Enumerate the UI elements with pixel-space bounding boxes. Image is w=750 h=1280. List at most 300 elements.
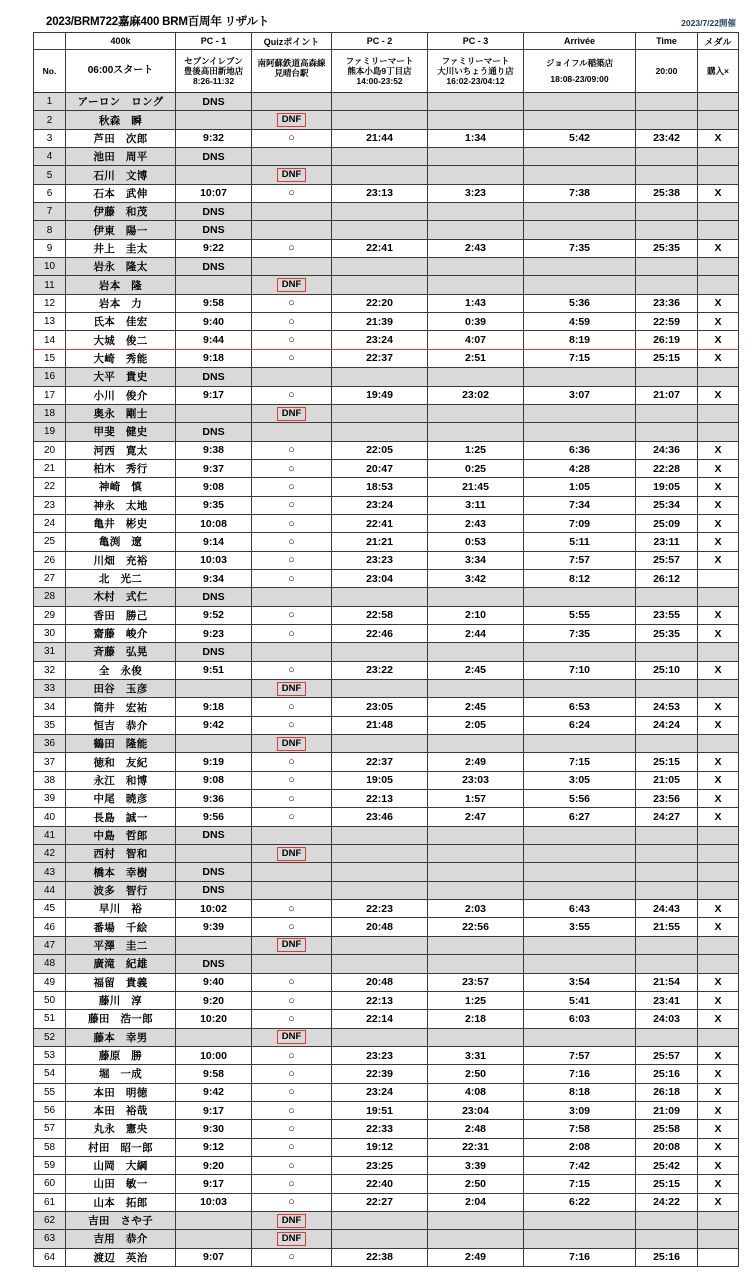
cell-quiz (252, 386, 332, 404)
row-number: 54 (34, 1065, 66, 1083)
cell-pc1: 9:14 (176, 533, 252, 551)
dnf-badge: DNF (277, 168, 307, 182)
row-number: 14 (34, 331, 66, 349)
cell-pc1: 9:58 (176, 1065, 252, 1083)
header-quiz: Quizポイント (252, 33, 332, 50)
cell-pc3: 3:42 (428, 569, 524, 587)
rider-name: 亀渕 遼 (66, 533, 176, 551)
cell-arrive: 3:09 (524, 1101, 636, 1119)
cell-pc1: 9:52 (176, 606, 252, 624)
checkpoint-ok-icon: ○ (288, 664, 295, 677)
cell-pc2: 22:33 (332, 1120, 428, 1138)
cell-time (636, 258, 698, 276)
cell-quiz (252, 955, 332, 973)
cell-pc1: DNS (176, 368, 252, 386)
cell-pc3: 2:51 (428, 349, 524, 367)
cell-arrive (524, 881, 636, 899)
cell-pc3: 2:48 (428, 1120, 524, 1138)
cell-time: 26:19 (636, 331, 698, 349)
cell-medal: X (698, 1046, 739, 1064)
row-number: 29 (34, 606, 66, 624)
rider-name: 山本 拓郎 (66, 1193, 176, 1211)
cell-pc2: 22:37 (332, 753, 428, 771)
header-pc2-detail (332, 50, 428, 93)
cell-pc1: DNS (176, 881, 252, 899)
cell-pc2 (332, 1028, 428, 1046)
cell-pc1: 10:02 (176, 900, 252, 918)
cell-quiz (252, 478, 332, 496)
rider-name: 氏本 佳宏 (66, 313, 176, 331)
row-number: 26 (34, 551, 66, 569)
row-number: 49 (34, 973, 66, 991)
rider-name: 早川 裕 (66, 900, 176, 918)
cell-medal: X (698, 313, 739, 331)
cell-pc1: DNS (176, 588, 252, 606)
table-row (34, 111, 739, 129)
cell-quiz (252, 606, 332, 624)
cell-quiz (252, 514, 332, 532)
rider-name: 波多 智行 (66, 881, 176, 899)
table-row (34, 606, 739, 624)
cell-arrive: 5:41 (524, 991, 636, 1009)
cell-medal (698, 881, 739, 899)
row-number: 2 (34, 111, 66, 129)
cell-time: 21:09 (636, 1101, 698, 1119)
cell-pc1: 9:20 (176, 991, 252, 1009)
cell-arrive (524, 588, 636, 606)
rider-name: 藤田 浩一郎 (66, 1010, 176, 1028)
cell-pc1 (176, 1028, 252, 1046)
cell-time (636, 643, 698, 661)
table-row (34, 1156, 739, 1174)
cell-pc2: 23:23 (332, 1046, 428, 1064)
cell-pc1: 9:38 (176, 441, 252, 459)
row-number: 61 (34, 1193, 66, 1211)
table-body (34, 93, 739, 1267)
row-number: 48 (34, 955, 66, 973)
table-row (34, 881, 739, 899)
table-row (34, 1230, 739, 1248)
checkpoint-ok-icon: ○ (288, 1067, 295, 1080)
cell-pc3 (428, 826, 524, 844)
table-row (34, 129, 739, 147)
cell-pc2 (332, 643, 428, 661)
cell-pc2 (332, 148, 428, 166)
table-row (34, 1101, 739, 1119)
rider-name: 福留 貴義 (66, 973, 176, 991)
rider-name: 村田 昭一郎 (66, 1138, 176, 1156)
header-quiz-detail (252, 50, 332, 93)
row-number: 52 (34, 1028, 66, 1046)
cell-pc2: 22:38 (332, 1248, 428, 1266)
cell-arrive: 6:36 (524, 441, 636, 459)
cell-quiz (252, 111, 332, 129)
cell-pc3 (428, 221, 524, 239)
cell-time: 24:43 (636, 900, 698, 918)
cell-time (636, 368, 698, 386)
cell-quiz (252, 533, 332, 551)
table-row (34, 258, 739, 276)
checkpoint-ok-icon: ○ (288, 315, 295, 328)
cell-medal: X (698, 991, 739, 1009)
cell-medal: X (698, 1175, 739, 1193)
cell-pc3: 3:31 (428, 1046, 524, 1064)
checkpoint-ok-icon: ○ (288, 444, 295, 457)
checkpoint-ok-icon: ○ (288, 535, 295, 548)
cell-medal (698, 203, 739, 221)
rider-name: 永江 和博 (66, 771, 176, 789)
cell-arrive: 8:19 (524, 331, 636, 349)
cell-arrive: 8:12 (524, 569, 636, 587)
cell-pc2: 19:51 (332, 1101, 428, 1119)
cell-medal: X (698, 1156, 739, 1174)
rider-name: 大崎 秀能 (66, 349, 176, 367)
rider-name: 藤本 幸男 (66, 1028, 176, 1046)
cell-pc2 (332, 936, 428, 954)
cell-medal (698, 111, 739, 129)
cell-time (636, 166, 698, 184)
rider-name: 本田 明徳 (66, 1083, 176, 1101)
cell-pc2 (332, 368, 428, 386)
cell-arrive (524, 166, 636, 184)
header-quiz-line2: 見晴台駅 (274, 68, 309, 78)
cell-pc2: 23:13 (332, 184, 428, 202)
rider-name: 大平 貴史 (66, 368, 176, 386)
row-number: 57 (34, 1120, 66, 1138)
cell-time: 24:24 (636, 716, 698, 734)
cell-pc1 (176, 680, 252, 698)
table-row (34, 1175, 739, 1193)
rider-name: 木村 式仁 (66, 588, 176, 606)
table-row (34, 166, 739, 184)
row-number: 41 (34, 826, 66, 844)
cell-quiz (252, 148, 332, 166)
cell-arrive (524, 404, 636, 422)
rider-name: 渡辺 英治 (66, 1248, 176, 1266)
cell-quiz (252, 1028, 332, 1046)
table-row (34, 1248, 739, 1266)
cell-pc2: 22:27 (332, 1193, 428, 1211)
cell-pc1 (176, 276, 252, 294)
table-row (34, 1083, 739, 1101)
cell-quiz (252, 1065, 332, 1083)
cell-pc1: DNS (176, 955, 252, 973)
row-number: 17 (34, 386, 66, 404)
cell-pc1: 9:23 (176, 624, 252, 642)
cell-quiz (252, 1010, 332, 1028)
cell-medal (698, 404, 739, 422)
cell-quiz (252, 258, 332, 276)
cell-pc3: 21:45 (428, 478, 524, 496)
cell-pc3 (428, 936, 524, 954)
cell-pc1 (176, 845, 252, 863)
cell-pc1: 9:19 (176, 753, 252, 771)
cell-time (636, 955, 698, 973)
table-row (34, 698, 739, 716)
cell-quiz (252, 1156, 332, 1174)
row-number: 60 (34, 1175, 66, 1193)
cell-arrive: 8:18 (524, 1083, 636, 1101)
cell-arrive (524, 845, 636, 863)
rider-name: 伊東 陽一 (66, 221, 176, 239)
cell-arrive (524, 863, 636, 881)
table-row (34, 331, 739, 349)
table-row (34, 294, 739, 312)
row-number: 16 (34, 368, 66, 386)
cell-pc1: 9:18 (176, 698, 252, 716)
cell-medal (698, 148, 739, 166)
cell-time (636, 404, 698, 422)
header-pc3-line1: ファミリーマート (441, 55, 510, 66)
header-time-limit: 20:00 (636, 50, 698, 93)
row-number: 22 (34, 478, 66, 496)
cell-quiz (252, 918, 332, 936)
cell-arrive (524, 258, 636, 276)
cell-quiz (252, 753, 332, 771)
checkpoint-ok-icon: ○ (288, 572, 295, 585)
table-row (34, 1138, 739, 1156)
cell-medal (698, 1211, 739, 1229)
table-row (34, 239, 739, 257)
cell-time: 25:57 (636, 1046, 698, 1064)
cell-quiz (252, 1138, 332, 1156)
dnf-badge: DNF (277, 682, 307, 696)
cell-pc3 (428, 863, 524, 881)
checkpoint-ok-icon: ○ (288, 1012, 295, 1025)
rider-name: 徳和 友紀 (66, 753, 176, 771)
table-row (34, 221, 739, 239)
cell-time (636, 936, 698, 954)
cell-quiz (252, 203, 332, 221)
rider-name: 長島 誠一 (66, 808, 176, 826)
cell-pc3: 2:18 (428, 1010, 524, 1028)
cell-pc3: 23:03 (428, 771, 524, 789)
cell-pc2: 22:41 (332, 239, 428, 257)
rider-name: 井上 圭太 (66, 239, 176, 257)
cell-medal: X (698, 1193, 739, 1211)
cell-pc1: 10:08 (176, 514, 252, 532)
dnf-badge: DNF (277, 1214, 307, 1228)
table-row (34, 588, 739, 606)
cell-time (636, 1230, 698, 1248)
cell-pc1: 9:07 (176, 1248, 252, 1266)
rider-name: 田谷 玉彦 (66, 680, 176, 698)
header-pc1-detail (176, 50, 252, 93)
rider-name: アーロン ロング (66, 93, 176, 111)
checkpoint-ok-icon: ○ (288, 1141, 295, 1154)
cell-pc2: 23:24 (332, 331, 428, 349)
cell-medal (698, 955, 739, 973)
row-number: 42 (34, 845, 66, 863)
row-number: 36 (34, 735, 66, 753)
cell-time: 21:07 (636, 386, 698, 404)
dnf-badge: DNF (277, 1030, 307, 1044)
cell-quiz (252, 863, 332, 881)
cell-pc2: 22:37 (332, 349, 428, 367)
dnf-badge: DNF (277, 113, 307, 127)
cell-pc2 (332, 680, 428, 698)
cell-pc2: 23:05 (332, 698, 428, 716)
checkpoint-ok-icon: ○ (288, 352, 295, 365)
checkpoint-ok-icon: ○ (288, 1104, 295, 1117)
cell-pc1: 9:40 (176, 313, 252, 331)
cell-medal (698, 1248, 739, 1266)
cell-medal: X (698, 661, 739, 679)
cell-pc3 (428, 404, 524, 422)
header-pc2-line3: 14:00-23:52 (356, 76, 403, 86)
row-number: 7 (34, 203, 66, 221)
checkpoint-ok-icon: ○ (288, 627, 295, 640)
cell-quiz (252, 1120, 332, 1138)
header-arrive: Arrivée (524, 33, 636, 50)
header-pc3: PC - 3 (428, 33, 524, 50)
cell-quiz (252, 313, 332, 331)
checkpoint-ok-icon: ○ (288, 1049, 295, 1062)
header-pc1-line2: 豊後高田新地店 (183, 65, 244, 76)
checkpoint-ok-icon: ○ (288, 242, 295, 255)
cell-time (636, 588, 698, 606)
rider-name: 廣滝 紀雄 (66, 955, 176, 973)
rider-name: 吉田 さや子 (66, 1211, 176, 1229)
cell-time (636, 423, 698, 441)
rider-name: 山岡 大綱 (66, 1156, 176, 1174)
table-row (34, 459, 739, 477)
cell-pc3: 23:02 (428, 386, 524, 404)
cell-arrive (524, 276, 636, 294)
cell-pc1: DNS (176, 863, 252, 881)
cell-quiz (252, 496, 332, 514)
cell-pc1: 9:56 (176, 808, 252, 826)
cell-pc2 (332, 166, 428, 184)
cell-arrive (524, 221, 636, 239)
checkpoint-ok-icon: ○ (288, 994, 295, 1007)
cell-quiz (252, 826, 332, 844)
cell-quiz (252, 661, 332, 679)
rider-name: 秋森 瞬 (66, 111, 176, 129)
cell-medal: X (698, 239, 739, 257)
cell-pc2: 23:24 (332, 1083, 428, 1101)
row-number: 1 (34, 93, 66, 111)
cell-pc1: 9:18 (176, 349, 252, 367)
cell-pc3 (428, 1028, 524, 1046)
cell-medal: X (698, 1101, 739, 1119)
cell-time: 24:36 (636, 441, 698, 459)
dnf-badge: DNF (277, 737, 307, 751)
cell-pc1: DNS (176, 203, 252, 221)
table-row (34, 93, 739, 111)
table-row (34, 716, 739, 734)
cell-medal (698, 680, 739, 698)
cell-time (636, 203, 698, 221)
rider-name: 西村 智和 (66, 845, 176, 863)
cell-pc3: 2:50 (428, 1175, 524, 1193)
row-number: 19 (34, 423, 66, 441)
row-number: 34 (34, 698, 66, 716)
cell-time: 23:56 (636, 790, 698, 808)
checkpoint-ok-icon: ○ (288, 297, 295, 310)
cell-pc2 (332, 203, 428, 221)
rider-name: 大城 俊二 (66, 331, 176, 349)
cell-time: 22:28 (636, 459, 698, 477)
cell-pc3: 2:45 (428, 661, 524, 679)
cell-pc1 (176, 735, 252, 753)
cell-pc2 (332, 588, 428, 606)
cell-pc3 (428, 166, 524, 184)
cell-pc1 (176, 404, 252, 422)
cell-pc2: 23:22 (332, 661, 428, 679)
rider-name: 中島 哲郎 (66, 826, 176, 844)
table-row (34, 496, 739, 514)
cell-pc2: 21:48 (332, 716, 428, 734)
cell-arrive: 6:43 (524, 900, 636, 918)
row-number: 47 (34, 936, 66, 954)
cell-time: 19:05 (636, 478, 698, 496)
row-number: 31 (34, 643, 66, 661)
cell-medal: X (698, 294, 739, 312)
cell-medal: X (698, 1010, 739, 1028)
cell-quiz (252, 1211, 332, 1229)
cell-time: 23:42 (636, 129, 698, 147)
table-row (34, 973, 739, 991)
table-row (34, 404, 739, 422)
cell-pc2: 22:46 (332, 624, 428, 642)
row-number: 40 (34, 808, 66, 826)
cell-quiz (252, 973, 332, 991)
cell-medal: X (698, 1065, 739, 1083)
rider-name: 亀井 彬史 (66, 514, 176, 532)
cell-quiz (252, 331, 332, 349)
table-row (34, 790, 739, 808)
cell-medal (698, 423, 739, 441)
cell-time: 21:55 (636, 918, 698, 936)
cell-quiz (252, 551, 332, 569)
cell-pc3: 3:34 (428, 551, 524, 569)
cell-pc3 (428, 588, 524, 606)
cell-quiz (252, 368, 332, 386)
cell-time: 25:16 (636, 1248, 698, 1266)
cell-time: 22:59 (636, 313, 698, 331)
cell-pc2: 22:13 (332, 991, 428, 1009)
cell-pc2 (332, 276, 428, 294)
cell-time: 24:53 (636, 698, 698, 716)
cell-medal (698, 221, 739, 239)
cell-pc2 (332, 111, 428, 129)
row-number: 24 (34, 514, 66, 532)
header-row-top (34, 33, 739, 50)
cell-pc1: 9:32 (176, 129, 252, 147)
title-row (0, 0, 750, 32)
cell-pc3: 22:31 (428, 1138, 524, 1156)
rider-name: 筒井 宏祐 (66, 698, 176, 716)
cell-arrive: 6:27 (524, 808, 636, 826)
cell-time: 25:15 (636, 753, 698, 771)
header-pc1: PC - 1 (176, 33, 252, 50)
cell-pc1 (176, 936, 252, 954)
checkpoint-ok-icon: ○ (288, 187, 295, 200)
checkpoint-ok-icon: ○ (288, 811, 295, 824)
rider-name: 川畑 充裕 (66, 551, 176, 569)
table-row (34, 349, 739, 367)
cell-quiz (252, 166, 332, 184)
cell-pc3 (428, 203, 524, 221)
rider-name: 丸永 憲央 (66, 1120, 176, 1138)
table-row (34, 936, 739, 954)
header-pc1-line1: セブンイレブン (184, 55, 243, 66)
cell-pc3: 2:04 (428, 1193, 524, 1211)
cell-time: 25:34 (636, 496, 698, 514)
cell-pc3 (428, 368, 524, 386)
cell-pc1 (176, 1230, 252, 1248)
